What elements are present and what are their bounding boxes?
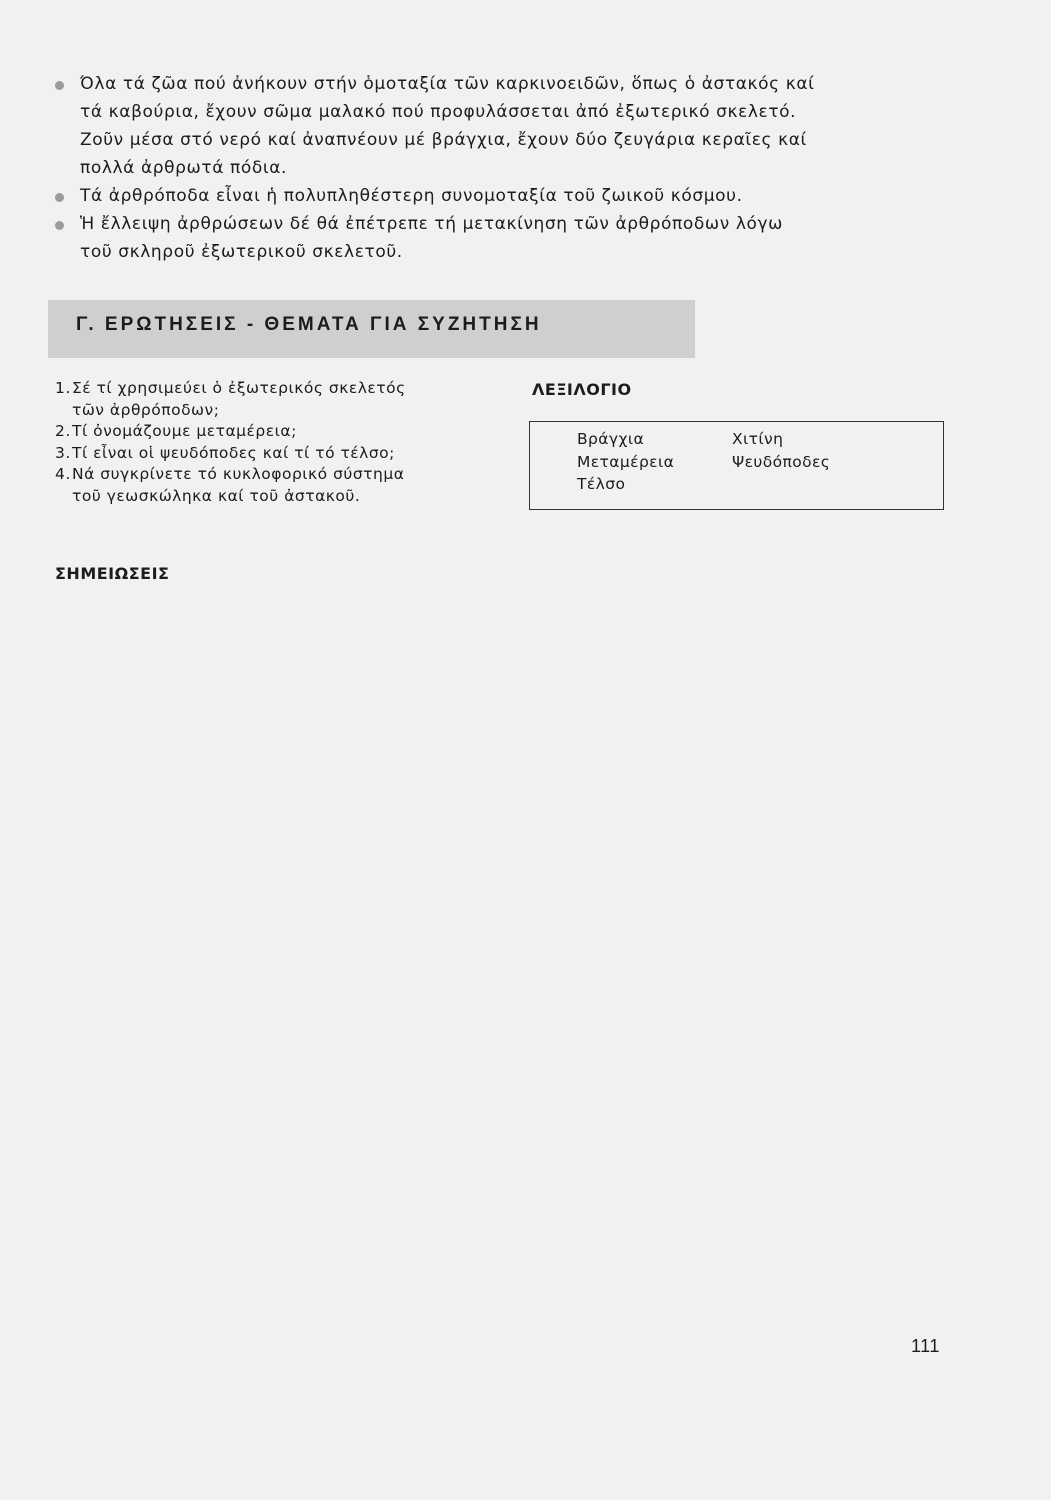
questions-list — [55, 378, 515, 507]
section-title: Γ. ΕΡΩΤΗΣΕΙΣ - ΘΕΜΑΤΑ ΓΙΑ ΣΥΖΗΤΗΣΗ — [76, 314, 542, 335]
question-text: Τί ὀνομάζουμε μεταμέρεια; — [72, 422, 297, 440]
bullet-dot-icon — [55, 221, 64, 230]
question-number: 4. — [55, 465, 71, 483]
bullet-line: Τά ἀρθρόποδα εἶναι ἡ πολυπληθέστερη συνομοταξία τοῦ ζωικοῦ κόσμου. — [80, 186, 743, 206]
question-text-continued: τοῦ γεωσκώληκα καί τοῦ ἀστακοῦ. — [72, 486, 361, 505]
question-number: 2. — [55, 422, 71, 440]
notes-title: ΣΗΜΕΙΩΣΕΙΣ — [55, 564, 170, 583]
question-text-continued: τῶν ἀρθρόποδων; — [72, 400, 220, 419]
summary-bullets — [55, 70, 955, 266]
question-text: Σέ τί χρησιμεύει ὁ ἐξωτερικός σκελετός — [72, 379, 406, 397]
bullet-line: Ζοῦν μέσα στό νερό καί ἀναπνέουν μέ βράγχια, ἔχουν δύο ζευγάρια κεραῖες καί — [80, 130, 807, 150]
question-number: 1. — [55, 379, 71, 397]
question-item — [55, 443, 515, 465]
question-item — [55, 421, 515, 443]
bullet-line: τοῦ σκληροῦ ἐξωτερικοῦ σκελετοῦ. — [80, 242, 403, 262]
bullet-item — [55, 70, 955, 182]
lexicon-box — [529, 421, 944, 510]
question-item — [55, 378, 515, 421]
lexicon-term: Μεταμέρεια — [577, 453, 675, 471]
lexicon-term: Τέλσο — [577, 475, 626, 493]
bullet-line: Ἡ ἔλλειψη ἀρθρώσεων δέ θά ἐπέτρεπε τή μετακίνηση τῶν ἀρθρόποδων λόγω — [80, 214, 783, 234]
bullet-line: Όλα τά ζῶα πού ἀνήκουν στήν ὁμοταξία τῶν καρκινοειδῶν, ὅπως ὁ ἀστακός καί — [80, 74, 815, 94]
bullet-dot-icon — [55, 193, 64, 202]
bullet-item — [55, 182, 955, 210]
question-item — [55, 464, 515, 507]
bullet-item — [55, 210, 955, 266]
bullet-dot-icon — [55, 81, 64, 90]
lexicon-title: ΛΕΞΙΛΟΓΙΟ — [532, 380, 632, 399]
page-number: 111 — [911, 1336, 940, 1356]
question-text: Νά συγκρίνετε τό κυκλοφορικό σύστημα — [72, 465, 405, 483]
bullet-line: πολλά ἀρθρωτά πόδια. — [80, 158, 288, 178]
question-text: Τί εἶναι οἱ ψευδόποδες καί τί τό τέλσο; — [72, 443, 395, 462]
lexicon-term: Βράγχια — [577, 430, 645, 448]
bullet-line: τά καβούρια, ἔχουν σῶμα μαλακό πού προφυλάσσεται ἀπό ἐξωτερικό σκελετό. — [80, 102, 797, 122]
lexicon-term: Ψευδόποδες — [732, 453, 831, 471]
question-number: 3. — [55, 443, 71, 462]
lexicon-term: Χιτίνη — [732, 430, 784, 448]
